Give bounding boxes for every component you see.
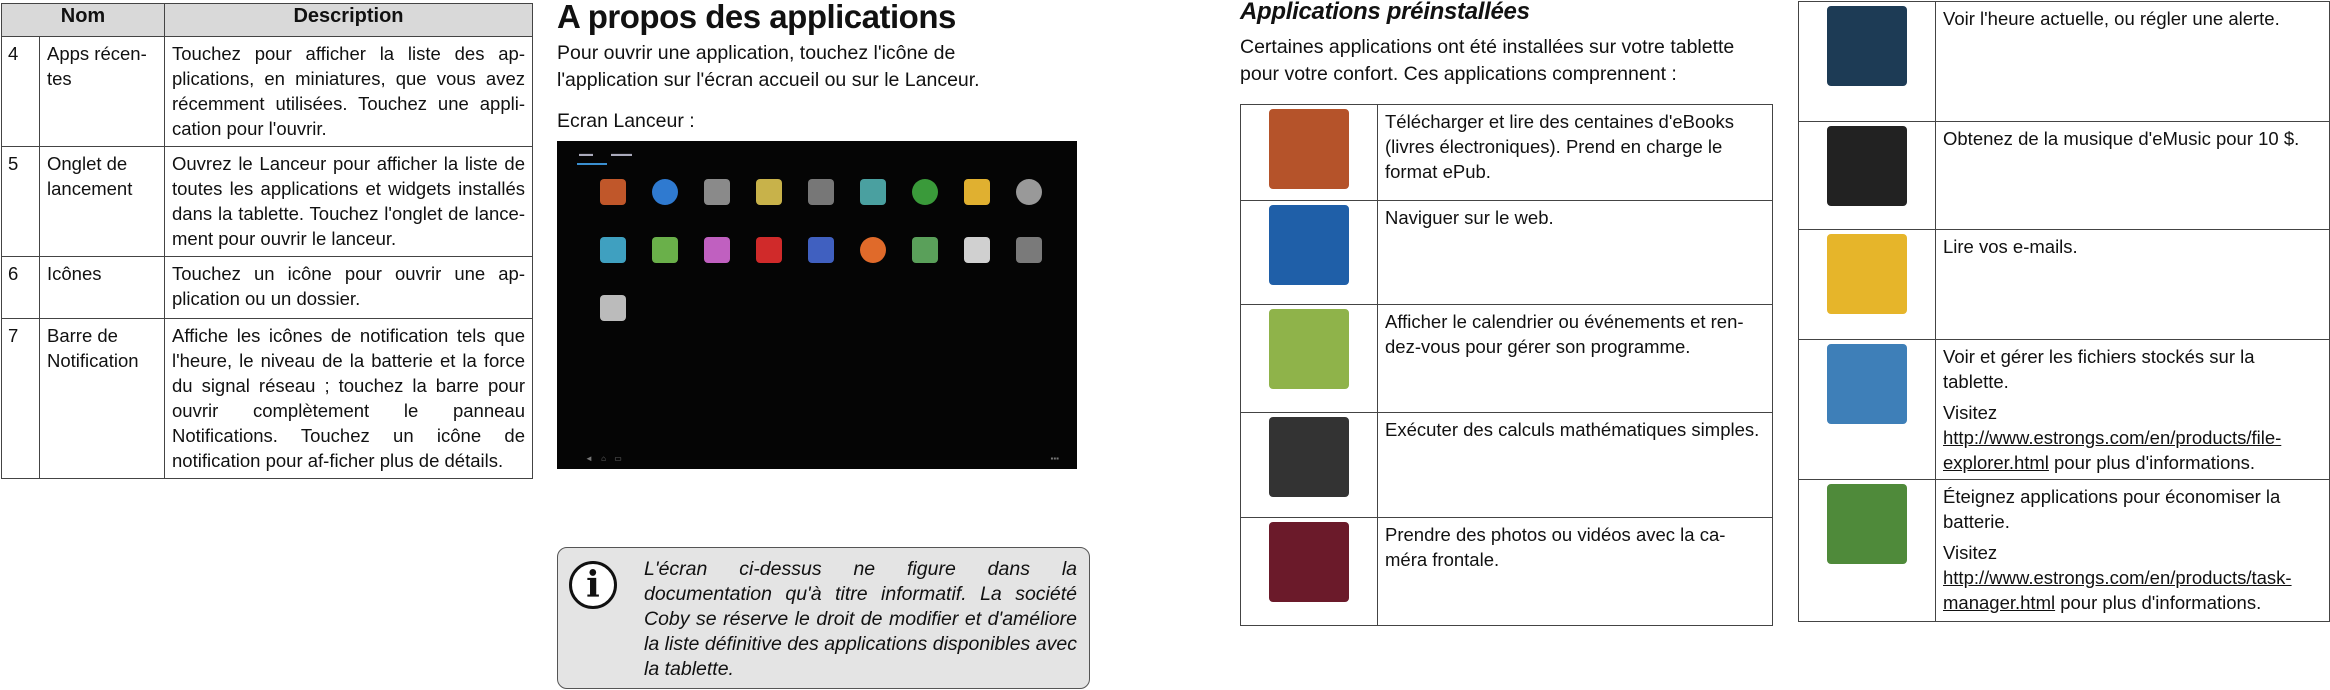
screenshot-app-icon bbox=[652, 237, 678, 263]
section-title: A propos des applications bbox=[557, 0, 956, 35]
camera-icon bbox=[1269, 522, 1349, 602]
app-row bbox=[1799, 122, 2330, 230]
screen-label: Ecran Lanceur : bbox=[557, 110, 695, 132]
info-note bbox=[557, 547, 1090, 689]
screenshot-app-icon bbox=[652, 179, 678, 205]
screenshot-app-icon bbox=[808, 237, 834, 263]
app-description: Obtenez de la musique d'eMusic pour 10 $. bbox=[1943, 128, 2300, 149]
app-description: Télécharger et lire des centaines d'eBooks (livres électroniques). Prend en charge le format ePub. bbox=[1385, 111, 1735, 182]
screenshot-app-icon bbox=[756, 179, 782, 205]
screenshot-app-icon bbox=[1016, 179, 1042, 205]
app-row bbox=[1241, 201, 1773, 305]
screenshot-app-icon bbox=[704, 237, 730, 263]
row-description: Touchez pour afficher la liste des ap-plications, en miniatures, que vous avez récemment utilisées. Touchez une appli-cation pour l'ouvrir. bbox=[165, 37, 533, 147]
apps-table-left bbox=[1240, 104, 1773, 626]
app-description: Prendre des photos ou vidéos avec la ca-méra frontale. bbox=[1385, 524, 1726, 570]
header-description: Description bbox=[165, 4, 533, 37]
app-row bbox=[1799, 340, 2330, 480]
row-name: Icônes bbox=[40, 257, 165, 319]
ebook-reader-icon bbox=[1269, 109, 1349, 189]
screenshot-tab-widgets: ▬▬▬ bbox=[611, 151, 632, 158]
intro-text: Pour ouvrir une application, touchez l'icône de l'application sur l'écran accueil ou sur le Lanceur. bbox=[557, 42, 980, 91]
screenshot-app-icon bbox=[860, 179, 886, 205]
screenshot-app-icon bbox=[964, 179, 990, 205]
screenshot-tab-apps: ▬▬ bbox=[579, 151, 593, 158]
screenshot-app-icon bbox=[756, 237, 782, 263]
row-number: 5 bbox=[2, 147, 40, 257]
table-row bbox=[2, 319, 533, 479]
emusic-icon bbox=[1827, 126, 1907, 206]
calendar-icon bbox=[1269, 309, 1349, 389]
screenshot-app-icon bbox=[912, 179, 938, 205]
app-row bbox=[1241, 305, 1773, 413]
table-row bbox=[2, 257, 533, 319]
screenshot-app-icon bbox=[600, 179, 626, 205]
screenshot-app-icon bbox=[600, 237, 626, 263]
email-icon bbox=[1827, 234, 1907, 314]
row-name: Apps récen-tes bbox=[40, 37, 165, 147]
app-row bbox=[1241, 518, 1773, 626]
app-description: Exécuter des calculs mathématiques simples. bbox=[1385, 419, 1760, 440]
screenshot-app-icon bbox=[808, 179, 834, 205]
visit-label: Visitez bbox=[1943, 542, 1998, 563]
row-description: Affiche les icônes de notification tels que l'heure, le niveau de la batterie et la force du signal réseau ; touchez la barre pour ouvrir complètement le panneau Notifications. Touchez un icône de notification pour af-ficher plus de détails. bbox=[165, 319, 533, 479]
screenshot-app-icon bbox=[964, 237, 990, 263]
file-explorer-icon bbox=[1827, 344, 1907, 424]
screenshot-app-icon bbox=[860, 237, 886, 263]
app-link[interactable]: http://www.estrongs.com/en/products/file-explorer.html bbox=[1943, 427, 2282, 473]
more-info-text: pour plus d'informations. bbox=[2060, 592, 2262, 613]
screenshot-app-icon bbox=[600, 295, 626, 321]
table-row bbox=[2, 147, 533, 257]
row-number: 6 bbox=[2, 257, 40, 319]
description-table bbox=[1, 3, 533, 479]
app-description: Afficher le calendrier ou événements et ren-dez-vous pour gérer son programme. bbox=[1385, 311, 1744, 357]
row-name: Onglet de lancement bbox=[40, 147, 165, 257]
app-row bbox=[1241, 413, 1773, 518]
header-nom: Nom bbox=[2, 4, 165, 37]
app-description: Lire vos e-mails. bbox=[1943, 236, 2078, 257]
visit-label: Visitez bbox=[1943, 402, 1998, 423]
screenshot-app-icon bbox=[704, 179, 730, 205]
row-description: Ouvrez le Lanceur pour afficher la liste de toutes les applications et widgets installés dans la tablette. Touchez l'onglet de lance-ment pour ouvrir le lanceur. bbox=[165, 147, 533, 257]
app-visit-line bbox=[1943, 540, 2322, 615]
clock-icon bbox=[1827, 6, 1907, 86]
row-number: 7 bbox=[2, 319, 40, 479]
app-description: Naviguer sur le web. bbox=[1385, 207, 1554, 228]
row-number: 4 bbox=[2, 37, 40, 147]
screenshot-app-icon bbox=[912, 237, 938, 263]
row-name: Barre de Notification bbox=[40, 319, 165, 479]
task-manager-icon bbox=[1827, 484, 1907, 564]
info-icon: i bbox=[569, 561, 617, 609]
note-text: L'écran ci-dessus ne figure dans la documentation qu'à titre informatif. La société Coby se réserve le droit de modifier et d'améliore la liste définitive des applications disponibles avec la tablette. bbox=[644, 558, 1077, 680]
app-description: Éteignez applications pour économiser la batterie. bbox=[1943, 486, 2281, 532]
launcher-screenshot bbox=[557, 141, 1077, 469]
app-row bbox=[1241, 105, 1773, 201]
apps-table-right bbox=[1798, 1, 2330, 622]
app-row bbox=[1799, 2, 2330, 122]
more-info-text: pour plus d'informations. bbox=[2054, 452, 2256, 473]
screenshot-nav-buttons: ◄ ⌂ ▭ bbox=[585, 454, 625, 463]
app-visit-line bbox=[1943, 400, 2322, 475]
calculator-icon bbox=[1269, 417, 1349, 497]
row-description: Touchez un icône pour ouvrir une ap-plication ou un dossier. bbox=[165, 257, 533, 319]
screenshot-app-icon bbox=[1016, 237, 1042, 263]
preinstalled-title: Applications préinstallées bbox=[1240, 0, 1530, 25]
app-link[interactable]: http://www.estrongs.com/en/products/task-manager.html bbox=[1943, 567, 2292, 613]
app-row bbox=[1799, 230, 2330, 340]
preinstalled-intro: Certaines applications ont été installées sur votre tablette pour votre confort. Ces applications comprennent : bbox=[1240, 36, 1735, 85]
table-row bbox=[2, 37, 533, 147]
app-row bbox=[1799, 480, 2330, 622]
screenshot-tab-indicator bbox=[577, 163, 607, 165]
screenshot-clock: ▪▪▪ bbox=[1050, 454, 1059, 463]
app-description: Voir l'heure actuelle, ou régler une alerte. bbox=[1943, 8, 2280, 29]
browser-globe-icon bbox=[1269, 205, 1349, 285]
app-description: Voir et gérer les fichiers stockés sur la tablette. bbox=[1943, 346, 2255, 392]
